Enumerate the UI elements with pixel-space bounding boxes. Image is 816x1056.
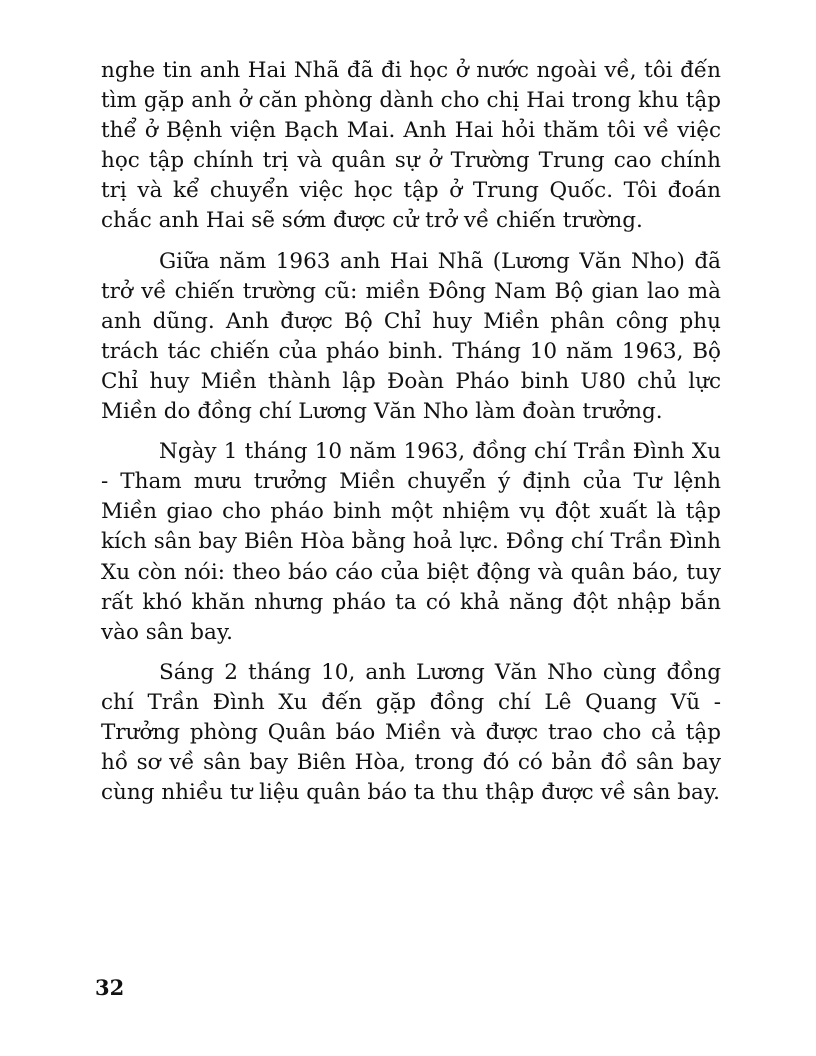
paragraph-intelligence-dossier: Sáng 2 tháng 10, anh Lương Văn Nho cùng đồng chí Trần Đình Xu đến gặp đồng chí Lê Quang Vũ - Trưởng phòng Quân báo Miền và được trao cho cả tập hồ sơ về sân bay Biên Hòa, trong đó có bản đồ sân bay cùng nhiều tư liệu quân báo ta thu thập được về sân bay. [101,659,721,806]
page-number: 32 [95,975,125,1000]
paragraph-bien-hoa-mission: Ngày 1 tháng 10 năm 1963, đồng chí Trần Đình Xu - Tham mưu trưởng Miền chuyển ý định của Tư lệnh Miền giao cho pháo binh một nhiệm vụ đột xuất là tập kích sân bay Biên Hòa bằng hoả lực. Đồng chí Trần Đình Xu còn nói: theo báo cáo của biệt động và quân báo, tuy rất khó khăn nhưng pháo ta có khả năng đột nhập bắn vào sân bay. [101,439,721,645]
paragraph-hai-nha-return: Giữa năm 1963 anh Hai Nhã (Lương Văn Nho) đã trở về chiến trường cũ: miền Đông Nam Bộ gian lao mà anh dũng. Anh được Bộ Chỉ huy Miền phân công phụ trách tác chiến của pháo binh. Tháng 10 năm 1963, Bộ Chỉ huy Miền thành lập Đoàn Pháo binh U80 chủ lực Miền do đồng chí Lương Văn Nho làm đoàn trưởng. [101,248,721,425]
paragraph-continuation: nghe tin anh Hai Nhã đã đi học ở nước ngoài về, tôi đến tìm gặp anh ở căn phòng dành cho chị Hai trong khu tập thể ở Bệnh viện Bạch Mai. Anh Hai hỏi thăm tôi về việc học tập chính trị và quân sự ở Trường Trung cao chính trị và kể chuyển việc học tập ở Trung Quốc. Tôi đoán chắc anh Hai sẽ sớm được cử trở về chiến trường. [101,58,721,234]
body-text [101,56,721,818]
